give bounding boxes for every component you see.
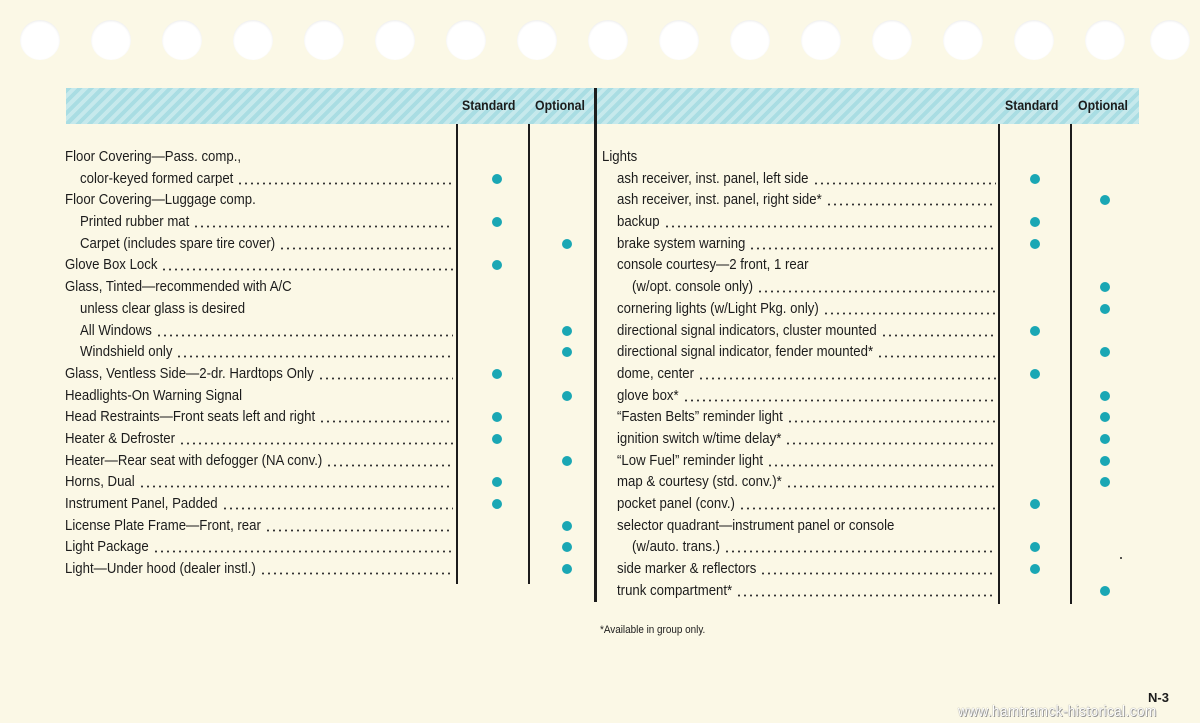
spec-row: [65, 471, 595, 493]
dot-leader: [265, 529, 453, 532]
optional-marker: [562, 456, 572, 466]
optional-marker: [1100, 282, 1110, 292]
spec-row: [65, 363, 595, 385]
spec-label: Instrument Panel, Padded: [65, 495, 218, 512]
spec-row: [602, 298, 1142, 320]
spec-label: dome, center: [617, 364, 695, 382]
standard-marker: [1030, 564, 1040, 574]
binder-hole: [446, 20, 486, 60]
optional-marker: [562, 521, 572, 531]
left-optional-header: Optional: [535, 97, 585, 113]
spec-label: Lights: [602, 148, 638, 165]
print-speck: [1120, 557, 1122, 559]
standard-marker: [492, 477, 502, 487]
left-standard-header: Standard: [462, 97, 516, 113]
binder-hole: [872, 20, 912, 60]
spec-row: [602, 320, 1142, 342]
spec-label: Head Restraints—Front seats left and right: [65, 408, 316, 426]
spec-label: ash receiver, inst. panel, right side*: [617, 191, 822, 209]
spec-row: [602, 450, 1142, 472]
footnote: *Available in group only.: [600, 624, 706, 636]
spec-label: “Fasten Belts” reminder light: [617, 408, 783, 426]
dot-leader: [826, 203, 996, 206]
dot-leader: [787, 420, 996, 423]
spec-label: cornering lights (w/Light Pkg. only): [617, 299, 819, 317]
page-number: N-3: [1148, 690, 1169, 705]
standard-marker: [492, 434, 502, 444]
spec-label: (w/auto. trans.): [632, 538, 721, 556]
right-standard-header: Standard: [1005, 97, 1059, 113]
spec-row: [65, 298, 595, 320]
standard-marker: [1030, 174, 1040, 184]
binder-hole: [375, 20, 415, 60]
spec-label: console courtesy—2 front, 1 rear: [617, 256, 809, 274]
dot-leader: [222, 507, 453, 510]
spec-label: Heater & Defroster: [65, 429, 176, 447]
dot-leader: [724, 550, 996, 553]
spec-row: [65, 320, 595, 342]
dot-leader: [813, 182, 996, 185]
dot-leader: [785, 442, 996, 445]
dot-leader: [757, 290, 996, 293]
spec-label: Printed rubber mat: [80, 213, 190, 231]
dot-leader: [176, 355, 453, 358]
spec-label: directional signal indicator, fender mounted*: [617, 343, 874, 361]
spec-row: [65, 341, 595, 363]
spec-label: Glove Box Lock: [65, 256, 158, 274]
spec-row: [65, 385, 595, 407]
spec-row: [65, 450, 595, 472]
spec-label: map & courtesy (std. conv.)*: [617, 473, 782, 491]
dot-leader: [237, 182, 453, 185]
spec-row: [65, 189, 595, 211]
binder-hole: [20, 20, 60, 60]
optional-marker: [1100, 412, 1110, 422]
right-spec-list: [602, 146, 1142, 601]
dot-leader: [760, 572, 996, 575]
spec-row: [602, 515, 1142, 537]
spec-row: [65, 276, 595, 298]
spec-row: [65, 558, 595, 580]
binder-hole: [1014, 20, 1054, 60]
spec-row: [65, 515, 595, 537]
binder-hole: [943, 20, 983, 60]
spec-label: brake system warning: [617, 234, 746, 252]
spec-row: [602, 211, 1142, 233]
standard-marker: [1030, 239, 1040, 249]
dot-leader: [179, 442, 453, 445]
dot-leader: [260, 572, 453, 575]
spec-row: [602, 428, 1142, 450]
spec-row: [602, 493, 1142, 515]
spec-label: Floor Covering—Luggage comp.: [65, 191, 256, 209]
spec-label: Floor Covering—Pass. comp.,: [65, 148, 242, 165]
standard-marker: [1030, 499, 1040, 509]
spec-row: [65, 406, 595, 428]
dot-leader: [279, 247, 453, 250]
binder-hole: [801, 20, 841, 60]
standard-marker: [1030, 217, 1040, 227]
spec-row: [602, 233, 1142, 255]
spec-label: All Windows: [80, 321, 152, 339]
dot-leader: [877, 355, 996, 358]
spec-label: “Low Fuel” reminder light: [617, 451, 763, 469]
right-optional-header: Optional: [1078, 97, 1128, 113]
standard-marker: [1030, 542, 1040, 552]
optional-marker: [1100, 456, 1110, 466]
spec-label: Glass, Tinted—recommended with A/C: [65, 278, 292, 296]
spec-row: [602, 580, 1142, 602]
dot-leader: [683, 399, 996, 402]
optional-marker: [1100, 304, 1110, 314]
spec-row: [602, 385, 1142, 407]
dot-leader: [823, 312, 996, 315]
spec-row: [602, 558, 1142, 580]
left-spec-list: [65, 146, 595, 580]
optional-marker: [562, 391, 572, 401]
dot-leader: [749, 247, 996, 250]
dot-leader: [161, 268, 453, 271]
standard-marker: [492, 412, 502, 422]
dot-leader: [326, 464, 453, 467]
dot-leader: [193, 225, 453, 228]
spec-label: color-keyed formed carpet: [80, 169, 234, 187]
spec-row: [602, 536, 1142, 558]
spec-label: trunk compartment*: [617, 581, 733, 599]
spec-row: [602, 168, 1142, 190]
spec-label: glove box*: [617, 386, 679, 404]
standard-marker: [1030, 369, 1040, 379]
spec-label: ignition switch w/time delay*: [617, 429, 782, 447]
spec-row: [602, 406, 1142, 428]
binder-hole: [1085, 20, 1125, 60]
binder-holes: [0, 0, 1200, 70]
dot-leader: [881, 334, 996, 337]
watermark: www.hamtramck-historical.com: [958, 703, 1157, 720]
binder-hole: [730, 20, 770, 60]
binder-hole: [659, 20, 699, 60]
optional-marker: [562, 564, 572, 574]
dot-leader: [698, 377, 996, 380]
dot-leader: [156, 334, 453, 337]
binder-hole: [162, 20, 202, 60]
standard-marker: [492, 174, 502, 184]
dot-leader: [153, 550, 453, 553]
dot-leader: [786, 485, 996, 488]
dot-leader: [736, 594, 996, 597]
binder-hole: [517, 20, 557, 60]
spec-row: [602, 254, 1142, 276]
standard-marker: [1030, 326, 1040, 336]
spec-label: pocket panel (conv.): [617, 495, 735, 512]
optional-marker: [1100, 586, 1110, 596]
spec-label: backup: [617, 213, 660, 231]
spec-row: [65, 493, 595, 515]
dot-leader: [319, 420, 453, 423]
spec-row: [65, 254, 595, 276]
spec-row: [65, 211, 595, 233]
spec-row: [65, 536, 595, 558]
spec-row: [65, 168, 595, 190]
standard-marker: [492, 499, 502, 509]
spec-label: directional signal indicators, cluster mounted: [617, 321, 877, 339]
binder-hole: [1150, 20, 1190, 60]
spec-row: [602, 471, 1142, 493]
optional-marker: [1100, 434, 1110, 444]
dot-leader: [767, 464, 996, 467]
dot-leader: [739, 507, 996, 510]
spec-label: unless clear glass is desired: [80, 299, 246, 317]
spec-row: [602, 363, 1142, 385]
spec-label: Carpet (includes spare tire cover): [80, 234, 276, 252]
spec-label: (w/opt. console only): [632, 278, 754, 296]
binder-hole: [91, 20, 131, 60]
spec-row: [65, 146, 595, 168]
spec-label: Glass, Ventless Side—2-dr. Hardtops Only: [65, 364, 314, 382]
optional-marker: [1100, 347, 1110, 357]
spec-label: Horns, Dual: [65, 473, 135, 491]
optional-marker: [1100, 477, 1110, 487]
spec-label: Light Package: [65, 538, 149, 556]
spec-label: side marker & reflectors: [617, 560, 757, 578]
standard-marker: [492, 260, 502, 270]
spec-row: [602, 276, 1142, 298]
spec-label: Headlights-On Warning Signal: [65, 386, 243, 404]
optional-marker: [1100, 195, 1110, 205]
binder-hole: [233, 20, 273, 60]
spec-label: Windshield only: [80, 343, 173, 361]
dot-leader: [139, 485, 453, 488]
spec-row: [602, 146, 1142, 168]
standard-marker: [492, 217, 502, 227]
spec-row: [65, 428, 595, 450]
binder-hole: [588, 20, 628, 60]
spec-label: ash receiver, inst. panel, left side: [617, 169, 809, 187]
spec-label: Heater—Rear seat with defogger (NA conv.): [65, 451, 323, 469]
spec-label: selector quadrant—instrument panel or console: [617, 516, 895, 534]
optional-marker: [562, 542, 572, 552]
optional-marker: [562, 326, 572, 336]
spec-row: [602, 189, 1142, 211]
dot-leader: [664, 225, 996, 228]
standard-marker: [492, 369, 502, 379]
spec-row: [602, 341, 1142, 363]
optional-marker: [1100, 391, 1110, 401]
spec-label: Light—Under hood (dealer instl.): [65, 560, 256, 578]
optional-marker: [562, 347, 572, 357]
spec-row: [65, 233, 595, 255]
binder-hole: [304, 20, 344, 60]
optional-marker: [562, 239, 572, 249]
dot-leader: [318, 377, 453, 380]
spec-label: License Plate Frame—Front, rear: [65, 516, 261, 534]
